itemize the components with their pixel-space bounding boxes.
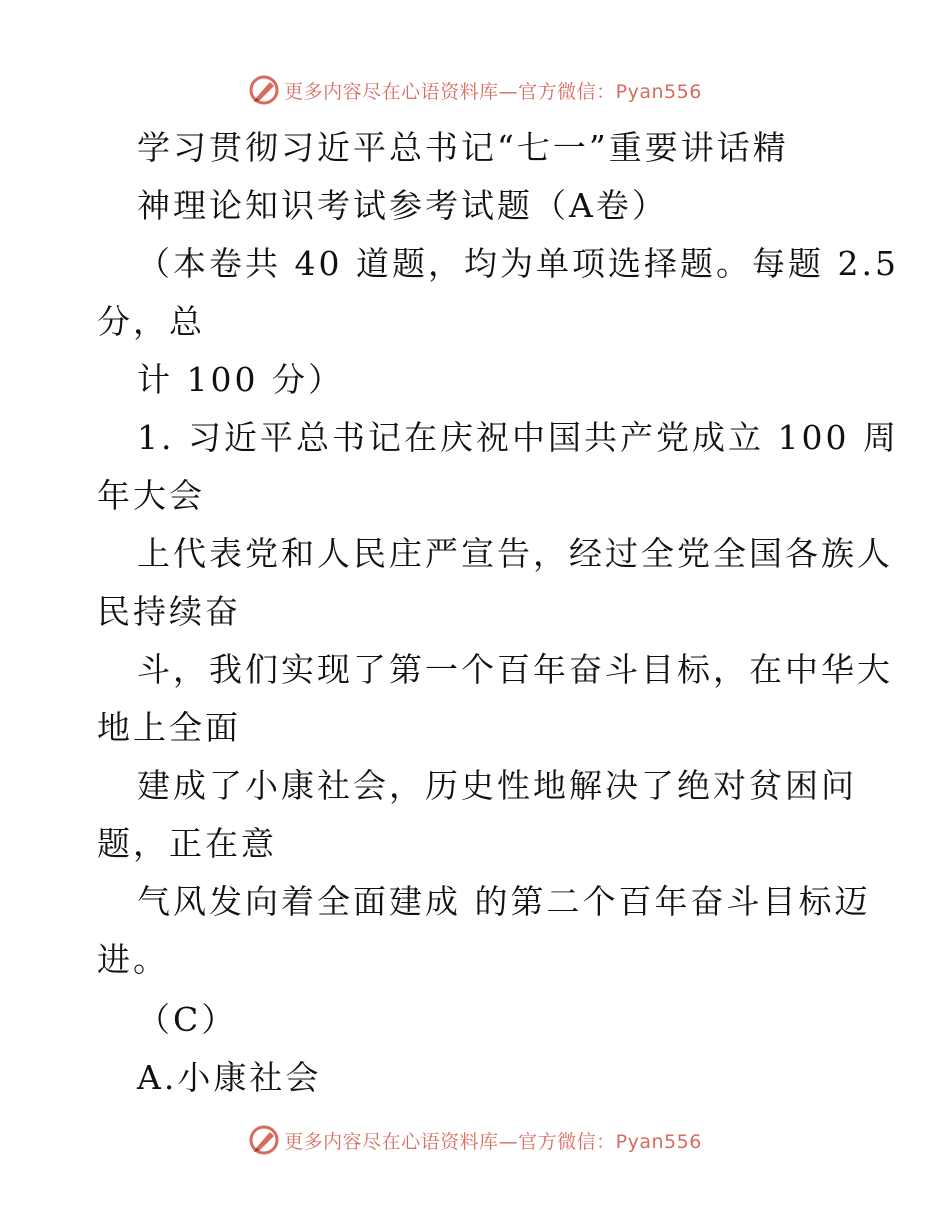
- instruction-line-1: （本卷共 40 道题，均为单项选择题。每题 2.5: [137, 244, 899, 283]
- question-line-7: 建成了小康社会，历史性地解决了绝对贫困问: [137, 766, 857, 805]
- pen-logo-icon: [248, 74, 280, 106]
- question-line-5: 斗，我们实现了第一个百年奋斗目标，在中华大: [137, 650, 893, 689]
- question-line-8: 题，正在意: [97, 824, 277, 863]
- title-line-1: 学习贯彻习近平总书记“七一”重要讲话精: [137, 128, 789, 167]
- answer-line: （C）: [137, 1000, 238, 1039]
- header-watermark: [0, 70, 950, 110]
- instruction-line-2: 分，总: [97, 302, 205, 341]
- option-a: A.小康社会: [137, 1058, 322, 1097]
- question-line-2: 年大会: [97, 476, 205, 515]
- footer-watermark: [0, 1120, 950, 1160]
- question-line-3: 上代表党和人民庄严宣告，经过全党全国各族人: [137, 534, 893, 573]
- watermark-text: 更多内容尽在心语资料库—官方微信：Pyan556: [284, 1130, 702, 1153]
- question-line-1: 1. 习近平总书记在庆祝中国共产党成立 100 周: [137, 418, 899, 457]
- question-line-10: 进。: [97, 940, 169, 979]
- watermark-text: 更多内容尽在心语资料库—官方微信：Pyan556: [284, 80, 702, 103]
- title-line-2: 神理论知识考试参考试题（A卷）: [137, 186, 668, 225]
- pen-logo-icon: [248, 1124, 280, 1156]
- question-line-4: 民持续奋: [97, 592, 241, 631]
- instruction-line-3: 计 100 分）: [137, 360, 344, 399]
- question-line-9: 气风发向着全面建成 的第二个百年奋斗目标迈: [137, 882, 871, 921]
- question-line-6: 地上全面: [97, 708, 241, 747]
